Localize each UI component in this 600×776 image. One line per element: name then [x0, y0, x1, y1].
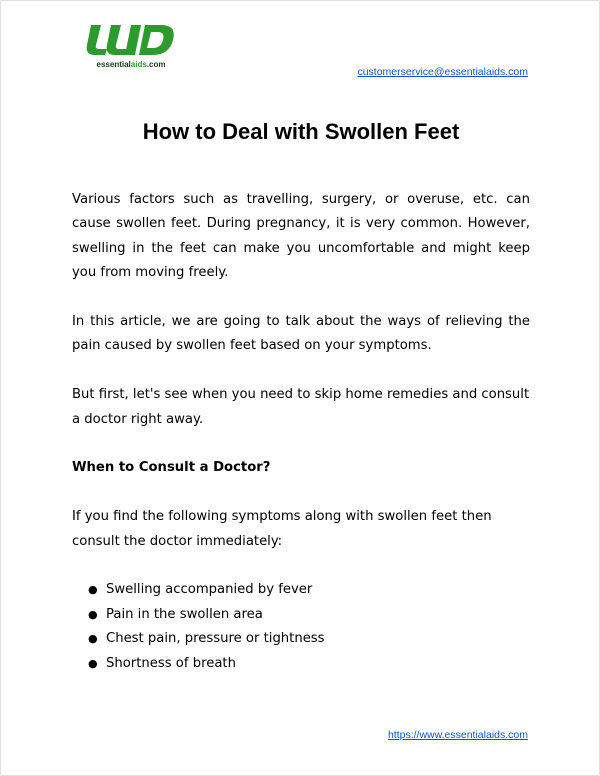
list-item	[88, 627, 530, 651]
article-body	[72, 188, 530, 676]
bullet-icon: ●	[88, 632, 98, 646]
bullet-icon: ●	[88, 583, 98, 597]
logo-wordmark	[81, 60, 181, 69]
symptom-list	[72, 578, 530, 676]
customer-service-email-link[interactable]: customerservice@essentialaids.com	[357, 66, 528, 78]
logo-wordmark-suffix: .com	[146, 60, 166, 69]
essentialaids-logo-icon	[81, 19, 181, 59]
list-item-text: Swelling accompanied by fever	[106, 582, 313, 598]
list-item-text: Pain in the swollen area	[106, 606, 263, 622]
transition-paragraph: But first, let's see when you need to skip home remedies and consult a doctor right away.	[72, 387, 530, 427]
logo-wordmark-prefix: essential	[96, 60, 131, 69]
list-item	[88, 603, 530, 627]
article-purpose-paragraph: In this article, we are going to talk about the ways of relieving the pain caused by swollen feet based on your symptoms.	[72, 314, 530, 354]
list-item-text: Chest pain, pressure or tightness	[106, 631, 325, 647]
logo-wordmark-accent: aids	[130, 60, 147, 69]
list-item	[88, 652, 530, 676]
website-link[interactable]: https://www.essentialaids.com	[387, 729, 528, 741]
list-item-text: Shortness of breath	[106, 655, 236, 671]
intro-paragraph: Various factors such as travelling, surgery, or overuse, etc. can cause swollen feet. During pregnancy, it is very common. However, swelling in the feet can make you uncomfortable and might keep you from moving freely.	[72, 192, 530, 281]
list-item	[88, 578, 530, 602]
bullet-icon: ●	[88, 607, 98, 621]
section-heading: When to Consult a Doctor?	[72, 460, 271, 476]
page-title: How to Deal with Swollen Feet	[142, 119, 460, 144]
essentialaids-logo[interactable]	[81, 19, 181, 75]
section-intro-paragraph: If you find the following symptoms along with swollen feet then consult the doctor immediately:	[72, 509, 492, 549]
bullet-icon: ●	[88, 656, 98, 670]
